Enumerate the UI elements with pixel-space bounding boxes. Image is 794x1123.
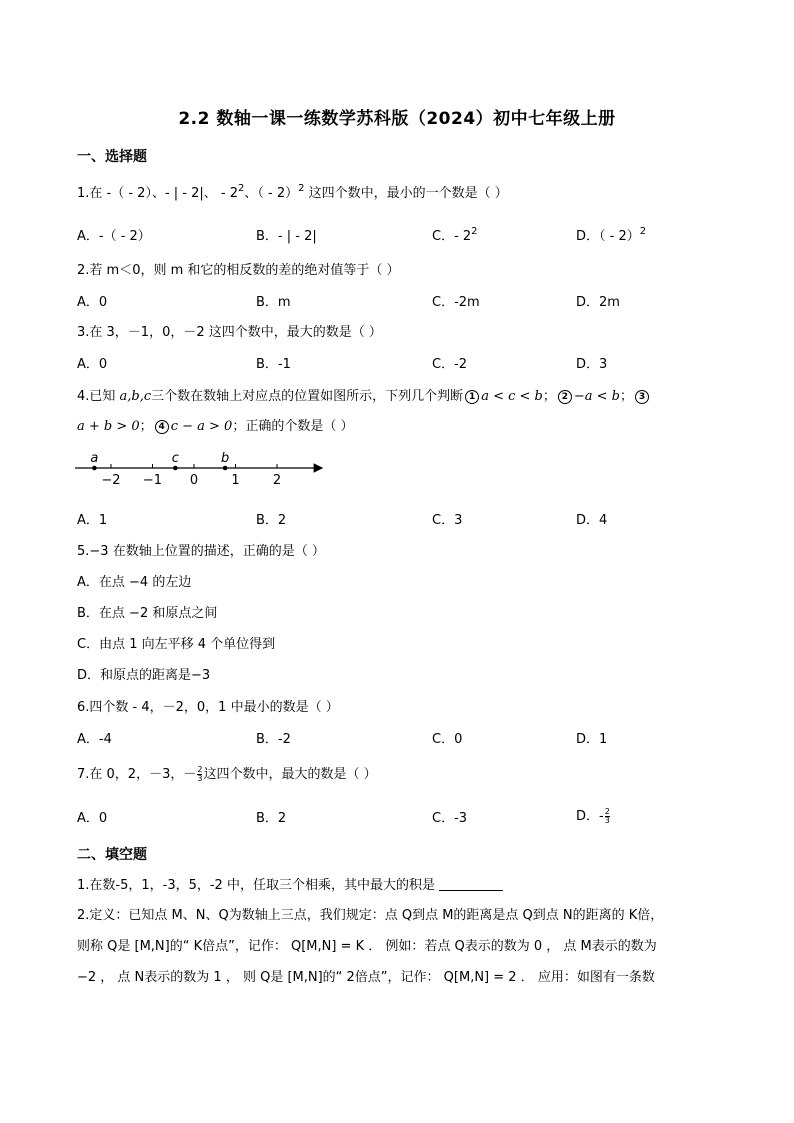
fill-question-1: 1.在数-5，1，-3，5，-2 中，任取三个相乘，其中最大的积是 <box>77 874 503 893</box>
question-1-option-c: C．- $2^2$ <box>432 226 478 244</box>
question-3-stem: 3.在 3，－1，0，－2 这四个数中，最大的数是（ ） <box>77 325 382 340</box>
question-1-option-d: D．（ - 2）$^2$ <box>576 226 647 244</box>
axis-tick-label: −1 <box>142 473 163 488</box>
question-6-option-d: D．1 <box>576 732 608 747</box>
fill-question-2-line2: 则称 Q是 [M,N]的“ K倍点”，记作： Q[M,N] = K ． 例如：若点 Q表示的数为 0 ， 点 M表示的数为 <box>77 939 657 954</box>
question-6-stem: 6.四个数 - 4，－2，0，1 中最小的数是（ ） <box>77 700 339 715</box>
fill-question-2-line3: −2 ， 点 N表示的数为 1 ， 则 Q是 [M,N]的“ 2倍点”，记作： Q[M,N] = 2 ． 应用：如图有一条数 <box>77 970 655 985</box>
question-1-stem: 1.在 -（ - 2）、- | - 2|、 - $2^2$、（ - 2）$^2$ 这四个数中，最小的一个数是（ ） <box>77 183 508 201</box>
fraction-two-thirds: $\frac{2}{3}$ <box>197 765 203 783</box>
question-4-option-c: C．3 <box>432 513 463 528</box>
question-2-stem: 2.若 m＜0，则 m 和它的相反数的差的绝对值等于（ ） <box>77 263 400 278</box>
question-7-stem: 7.在 0，2，－3，－ $\frac{2}{3}$ 这四个数中，最大的数是（ ） <box>77 765 377 783</box>
number-line-figure <box>70 448 340 496</box>
question-4-stem-line2: a + b > 0； 4 c − a > 0；正确的个数是（ ） <box>77 419 354 434</box>
question-3-option-b: B．-1 <box>256 357 291 372</box>
question-2-option-c: C．-2m <box>432 295 480 310</box>
question-4-option-b: B．2 <box>256 513 287 528</box>
question-5-stem: 5.−3 在数轴上位置的描述，正确的是（ ） <box>77 544 325 559</box>
question-4-option-d: D．4 <box>576 513 608 528</box>
question-7-option-a: A．0 <box>77 811 108 826</box>
question-5-option-d: D．和原点的距离是−3 <box>77 668 211 683</box>
answer-blank <box>439 878 503 891</box>
circled-number-3: 3 <box>635 390 649 404</box>
question-4-option-a: A．1 <box>77 513 108 528</box>
question-3-option-a: A．0 <box>77 357 108 372</box>
question-1-option-b: B．- | - 2| <box>256 229 317 244</box>
point-label-a: a <box>90 451 99 466</box>
question-7-option-b: B．2 <box>256 811 287 826</box>
axis-tick-label: −2 <box>101 473 121 488</box>
axis-tick-label: 0 <box>189 473 199 488</box>
question-6-option-a: A．-4 <box>77 732 112 747</box>
question-1-option-a: A．-（ - 2） <box>77 229 151 244</box>
point-c <box>173 466 178 471</box>
circled-number-1: 1 <box>465 390 479 404</box>
question-2-option-a: A．0 <box>77 295 108 310</box>
section-heading-choice: 一、选择题 <box>77 149 147 165</box>
question-5-option-b: B．在点 −2 和原点之间 <box>77 606 218 621</box>
question-6-option-b: B．-2 <box>256 732 291 747</box>
question-3-option-d: D．3 <box>576 357 608 372</box>
circled-number-4: 4 <box>155 420 169 434</box>
question-2-option-d: D．2m <box>576 295 620 310</box>
question-5-option-c: C．由点 1 向左平移 4 个单位得到 <box>77 637 276 652</box>
point-a <box>92 466 97 471</box>
question-5-option-a: A．在点 −4 的左边 <box>77 575 192 590</box>
axis-tick-label: 2 <box>272 473 282 488</box>
point-b <box>223 466 228 471</box>
question-7-option-d: D．- $\frac{2}{3}$ <box>576 807 610 825</box>
question-4-stem-line1: 4.已知 a,b,c三个数在数轴上对应点的位置如图所示，下列几个判断 1 a < c < b； 2 −a < b； 3 <box>77 385 651 404</box>
point-label-c: c <box>171 451 179 466</box>
fill-question-2-line1: 2.定义：已知点 M、N、Q为数轴上三点，我们规定：点 Q到点 M的距离是点 Q到点 N的距离的 K倍， <box>77 908 664 923</box>
point-label-b: b <box>220 451 230 466</box>
question-6-option-c: C．0 <box>432 732 463 747</box>
document-title: 2.2 数轴一课一练数学苏科版（2024）初中七年级上册 <box>178 109 616 129</box>
circled-number-2: 2 <box>558 390 572 404</box>
section-heading-fill: 二、填空题 <box>77 847 147 863</box>
axis-tick-label: 1 <box>231 473 240 488</box>
question-2-option-b: B．m <box>256 295 291 310</box>
fraction-two-thirds: $\frac{2}{3}$ <box>604 807 610 825</box>
question-3-option-c: C．-2 <box>432 357 468 372</box>
question-7-option-c: C．-3 <box>432 811 468 826</box>
